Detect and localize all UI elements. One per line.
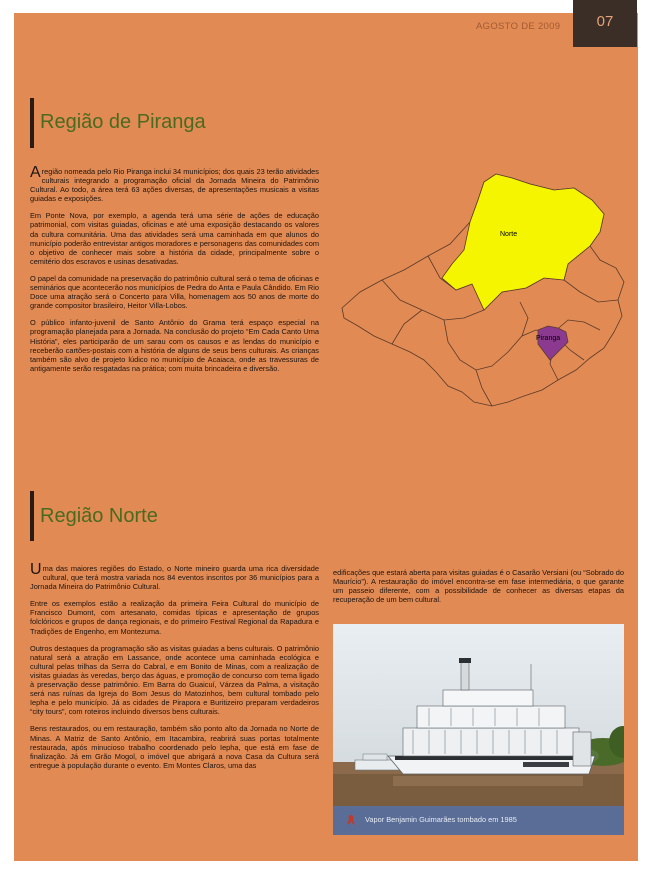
norte-paragraph-2: Entre os exemplos estão a realização da primeira Feira Cultural do município de Francisco Dumont, com artesanato, comidas típicas e apresentação de grupos folclóricos e grupos de dança regionais, e do primeiro Festival Regional da Rapadura e Tradições de Engenho, em Montezuma. xyxy=(30,599,319,636)
regions-map xyxy=(332,160,628,410)
section-bar-piranga xyxy=(30,98,34,148)
section-bar-norte xyxy=(30,491,34,541)
piranga-article xyxy=(30,164,319,381)
dropcap: U xyxy=(30,561,42,578)
section-title-piranga: Região de Piranga xyxy=(40,111,206,133)
norte-right-paragraph: edificações que estará aberta para visitas guiadas é o Casarão Versiani (ou “Sobrado do Maurício”). A restauração do imóvel encontra-se em fase intermediária, o que garante um passeio diferente, com a possibilidade de conhecer as diversas etapas da recuperação de um bem cultural. xyxy=(333,568,624,605)
caption-text: Vapor Benjamin Guimarães tombado em 1985 xyxy=(365,815,517,824)
norte-paragraph-1 xyxy=(30,561,319,592)
norte-paragraph-4: Bens restaurados, ou em restauração, também são ponto alto da Jornada no Norte de Minas. A Matriz de Santo Antônio, em Itacambira, reabrirá suas portas totalmente restaurada, após minucioso trabalho coordenado pelo Iepha, que está em fase de finalização. Já em Grão Mogol, o imóvel que abrigará a nova Casa da Cultura será entregue à população durante o evento. Em Montes Claros, uma das xyxy=(30,724,319,770)
piranga-region xyxy=(538,326,568,360)
region-border xyxy=(520,302,528,336)
ribbon-icon xyxy=(347,815,355,825)
region-border xyxy=(476,370,492,406)
map-label-piranga: Piranga xyxy=(536,335,561,342)
piranga-paragraph-2: Em Ponte Nova, por exemplo, a agenda terá uma série de ações de educação patrimonial, com visitas guiadas, oficinas e até uma exposição destacando os valores da cultura comunitária. Uma das atividades será uma caminhada em que alunos do município poderão entrevistar antigos moradores e personagens das comunidades com o objetivo de conhecer mais sobre a história da cidade, principalmente sobre o cemitério dos escravos e usinas desativadas. xyxy=(30,211,319,266)
region-border xyxy=(392,310,422,344)
dropcap: A xyxy=(30,164,41,181)
photo-caption xyxy=(333,806,624,835)
page-number: 07 xyxy=(573,0,637,47)
norte-article-right xyxy=(333,568,624,612)
region-border xyxy=(382,280,484,320)
steamboat-photo xyxy=(333,624,624,806)
map-label-norte: Norte xyxy=(500,231,518,238)
paragraph-text: região nomeada pelo Rio Piranga inclui 34 municípios; dos quais 23 terão atividades culturais integrando a programação oficial da Jornada Mineira do Patrimônio Cultural. Ao todo, a área terá 63 ações diversas, de apresentações musicais a visitas guiadas e exposições. xyxy=(30,167,319,204)
norte-region xyxy=(442,174,604,310)
norte-article-left xyxy=(30,561,319,778)
paragraph-text: ma das maiores regiões do Estado, o Norte mineiro guarda uma rica diversidade cultural, que terá mostra variada nos 84 eventos inscritos por 36 municípios para a Jornada Mineira do Patrimônio Cultural. xyxy=(30,564,319,592)
piranga-paragraph-3: O papel da comunidade na preservação do patrimônio cultural será o tema de oficinas e seminários que acontecerão nos municípios de Pedra do Anta e Paula Cândido. Em Rio Doce uma atração será o Concerto para Villa, homenagem aos 50 anos de morte do grande compositor brasileiro, Heitor Villa-Lobos. xyxy=(30,273,319,311)
issue-date: AGOSTO DE 2009 xyxy=(476,21,561,32)
piranga-paragraph-1 xyxy=(30,164,319,204)
region-border xyxy=(444,320,492,370)
norte-paragraph-3: Outros destaques da programação são as visitas guiadas a bens culturais. O patrimônio natural será a atração em Lassance, onde acontece uma caminhada ecológica e cultural pelas trilhas da Serra do Cabral, e em Bonito de Minas, com a realização de visitas guiadas às veredas, berço das águas, e promoção de concurso com tema ligado à preservação desse patrimônio. Em Barra do Guaicuí, Várzea da Palma, a visitação será nas ruínas da Igreja do Bom Jesus do Matozinhos, bem cultural tombado pelo Iepha e pelo município. Já as cidades de Pirapora e Buritizeiro preparam verdadeiros “city tours”, com roteiros incluindo diversos bens culturais. xyxy=(30,643,319,717)
section-title-norte: Região Norte xyxy=(40,505,158,527)
piranga-paragraph-4: O público infanto-juvenil de Santo Antônio do Grama terá espaço especial na programação planejada para a Jornada. Na conclusão do projeto “Em Cada Canto Uma História”, eles participarão de um sarau com os causos e as lendas do município e receberão cartões-postais com a história de alguns de seus bens culturais. As crianças também são alvo de projeto lúdico no município de Acaiaca, onde as travessuras de antigamente serão resgatadas na prática; com muita brincadeira e diversão. xyxy=(30,318,319,373)
